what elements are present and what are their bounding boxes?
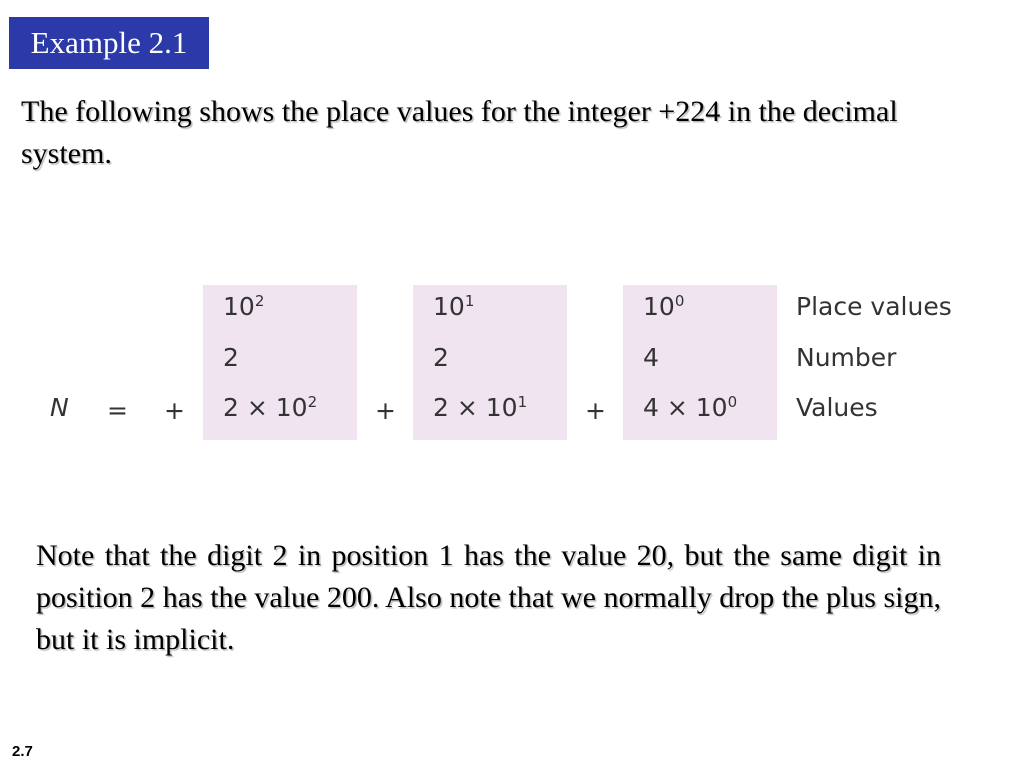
equals-sign: = <box>107 396 128 425</box>
place-value-cell: $10^0$ <box>643 292 685 321</box>
intro-paragraph: The following shows the place values for the integer +224 in the decimal system. <box>21 95 898 170</box>
row-label-place-values: Place values <box>796 292 952 321</box>
slide-title: Example 2.1 <box>9 17 209 69</box>
value-cell: $4 \times 10^0$ <box>643 393 738 422</box>
digit-cell: 4 <box>643 343 659 372</box>
plus-sign: + <box>164 396 185 425</box>
place-value-cell: $10^1$ <box>433 292 475 321</box>
digit-cell: 2 <box>223 343 239 372</box>
page-number: 2.7 <box>12 743 33 760</box>
row-label-number: Number <box>796 343 897 372</box>
variable-n: N <box>50 393 69 422</box>
row-label-values: Values <box>796 393 878 422</box>
note-paragraph: Note that the digit 2 in position 1 has the value 20, but the same digit in position 2 has the value 200. Also note that we normally drop the plus sign, but it is implicit. <box>36 539 941 656</box>
digit-cell: 2 <box>433 343 449 372</box>
value-cell: $2 \times 10^1$ <box>433 393 528 422</box>
place-value-cell: $10^2$ <box>223 292 265 321</box>
value-cell: $2 \times 10^2$ <box>223 393 318 422</box>
plus-operator: + <box>375 396 396 425</box>
plus-operator: + <box>585 396 606 425</box>
